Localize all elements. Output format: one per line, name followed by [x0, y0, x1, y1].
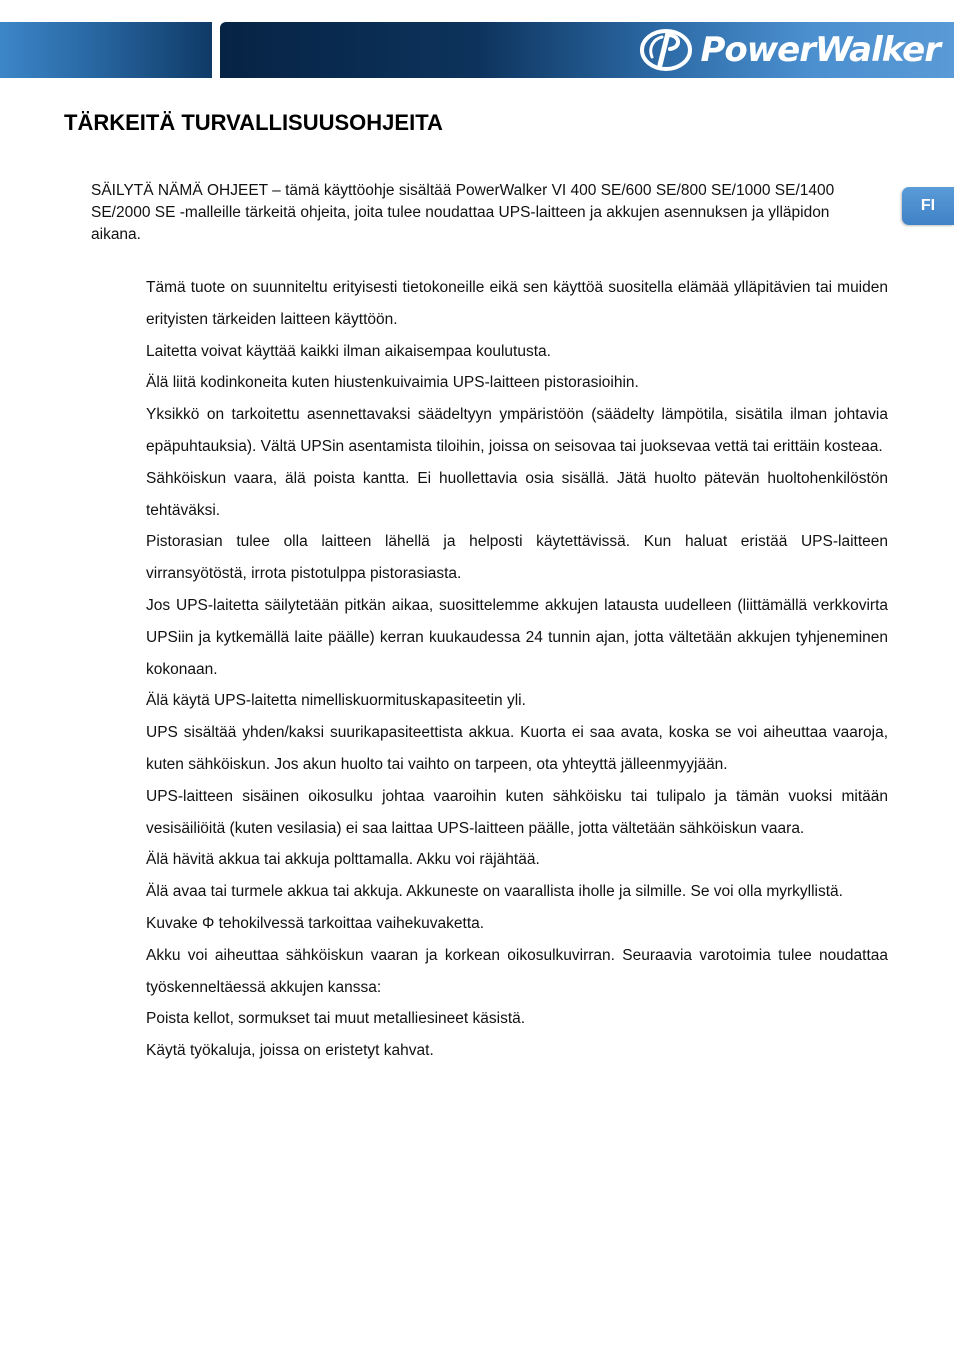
page-title: TÄRKEITÄ TURVALLISUUSOHJEITA — [64, 110, 443, 135]
instruction-item: UPS sisältää yhden/kaksi suurikapasiteettista akkua. Kuorta ei saa avata, koska se voi aiheuttaa vaaroja, kuten sähköiskun. Jos akun huolto tai vaihto on tarpeen, ota yhteyttä jälleenmyyjään. — [146, 724, 888, 773]
instruction-item: Älä hävitä akkua tai akkuja polttamalla. Akku voi räjähtää. — [146, 851, 540, 869]
instruction-item: Älä käytä UPS-laitetta nimelliskuormituskapasiteetin yli. — [146, 692, 526, 710]
instruction-item: Jos UPS-laitetta säilytetään pitkän aikaa, suosittelemme akkujen latausta uudelleen (liittämällä verkkovirta UPSiin ja kytkemällä laite päälle) kerran kuukaudessa 24 tunnin ajan, jotta vältetään akkujen tyhjeneminen kokonaan. — [146, 596, 888, 678]
instruction-item: Akku voi aiheuttaa sähköiskun vaaran ja korkean oikosulkuvirran. Seuraavia varotoimia tulee noudattaa työskenneltäessä akkujen kanssa: — [146, 946, 888, 996]
instruction-item: UPS-laitteen sisäinen oikosulku johtaa vaaroihin kuten sähköisku tai tulipalo ja tämän vuoksi mitään vesisäiliöitä (kuten vesilasia) ei saa laittaa UPS-laitteen päälle, jotta vältetään sähköiskun vaara. — [146, 787, 888, 837]
banner-divider — [212, 22, 220, 78]
header-banner — [0, 22, 954, 78]
banner-right-segment — [220, 22, 954, 78]
instruction-item: Sähköiskun vaara, älä poista kantta. Ei huollettavia osia sisällä. Jätä huolto pätevän huoltohenkilöstön tehtäväksi. — [146, 469, 888, 519]
instruction-item: Käytä työkaluja, joissa on eristetyt kahvat. — [146, 1042, 434, 1060]
instruction-item: Tämä tuote on suunniteltu erityisesti tietokoneille eikä sen käyttöä suositella elämää ylläpitävien tai muiden erityisten tärkeiden laitteen käyttöön. — [146, 279, 888, 328]
instruction-item: Laitetta voivat käyttää kaikki ilman aikaisempaa koulutusta. — [146, 342, 551, 360]
language-tab-fi[interactable]: FI — [902, 187, 954, 225]
safety-instructions-list — [146, 272, 888, 1067]
instruction-item: Kuvake Φ tehokilvessä tarkoittaa vaihekuvaketta. — [146, 914, 485, 932]
intro-paragraph: SÄILYTÄ NÄMÄ OHJEET – tämä käyttöohje sisältää PowerWalker VI 400 SE/600 SE/800 SE/1000 SE/1400 SE/2000 SE -malleille tärkeitä ohjeita, joita tulee noudattaa UPS-laitteen ja akkujen asennuksen ja ylläpidon aikana. — [91, 182, 835, 243]
instruction-item: Pistorasian tulee olla laitteen lähellä ja helposti käytettävissä. Kun haluat eristää UPS-laitteen virransyötöstä, irrota pistotulppa pistorasiasta. — [146, 533, 888, 583]
instruction-item: Älä avaa tai turmele akkua tai akkuja. Akkuneste on vaarallista iholle ja silmille. Se voi olla myrkyllistä. — [146, 883, 843, 901]
instruction-item: Poista kellot, sormukset tai muut metalliesineet käsistä. — [146, 1010, 526, 1028]
instruction-item: Älä liitä kodinkoneita kuten hiustenkuivaimia UPS-laitteen pistorasioihin. — [146, 374, 639, 392]
powerwalker-logo-icon — [638, 27, 696, 73]
brand-name: PowerWalker — [700, 30, 940, 70]
brand-logo — [638, 24, 940, 76]
banner-left-segment — [0, 22, 212, 78]
instruction-item: Yksikkö on tarkoitettu asennettavaksi säädeltyyn ympäristöön (säädelty lämpötila, sisätila ilman johtavia epäpuhtauksia). Vältä UPSin asentamista tiloihin, joissa on seisovaa tai juoksevaa vettä tai erittäin kosteaa. — [146, 406, 888, 455]
